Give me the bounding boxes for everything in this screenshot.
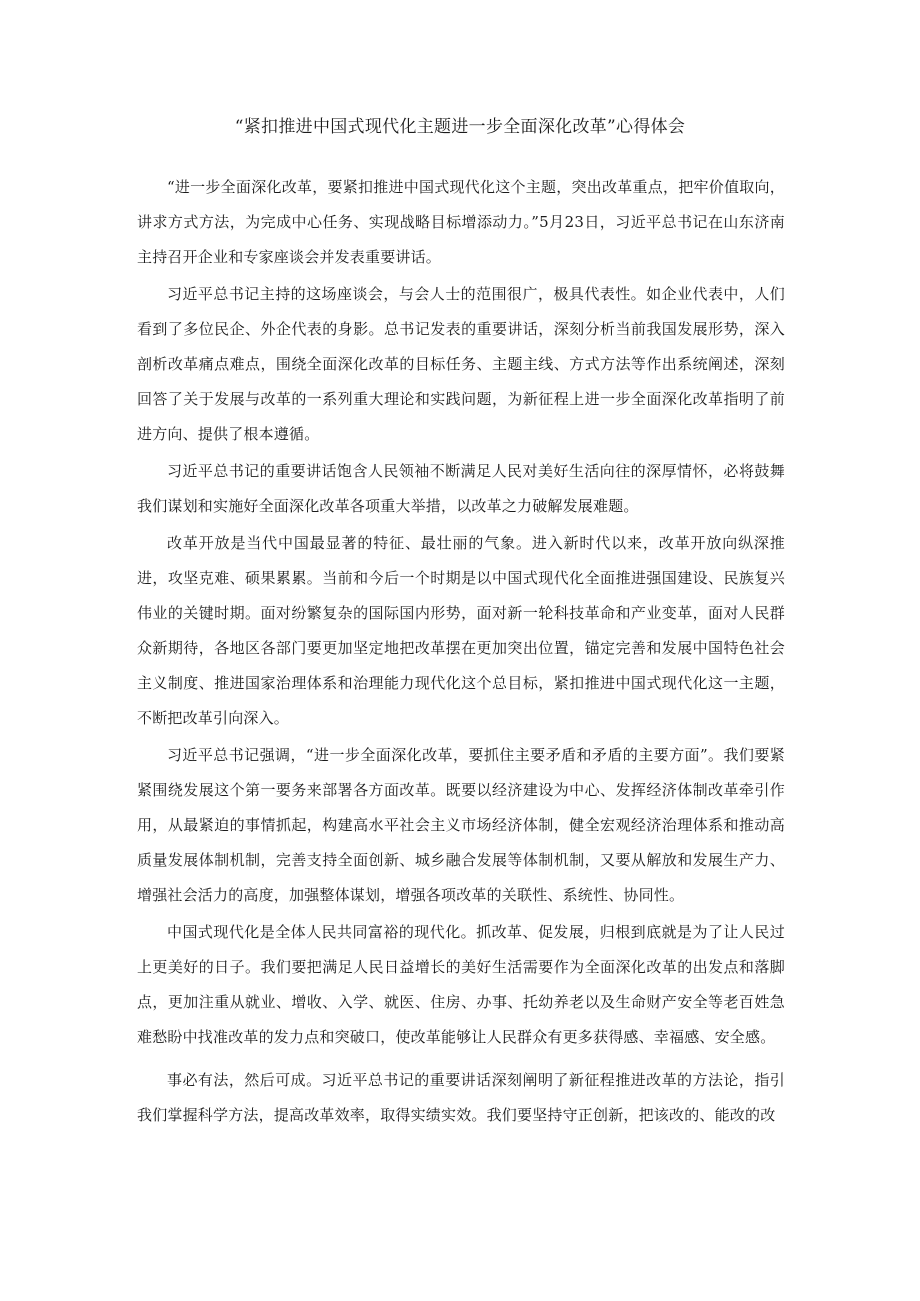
paragraph-7: 事必有法，然后可成。习近平总书记的重要讲话深刻阐明了新征程推进改革的方法论，指引我们掌握科学方法，提高改革效率，取得实绩实效。我们要坚持守正创新，把该改的、能改的改 bbox=[137, 1071, 785, 1124]
paragraph-1: “进一步全面深化改革，要紧扣推进中国式现代化这个主题，突出改革重点，把牢价值取向，讲求方式方法，为完成中心任务、实现战略目标增添动力。”5月23日，习近平总书记在山东济南主持召开企业和专家座谈会并发表重要讲话。 bbox=[137, 178, 785, 266]
paragraph-6: 中国式现代化是全体人民共同富裕的现代化。抓改革、促发展，归根到底就是为了让人民过上更美好的日子。我们要把满足人民日益增长的美好生活需要作为全面深化改革的出发点和落脚点，更加注重从就业、增收、入学、就医、住房、办事、托幼养老以及生命财产安全等老百姓急难愁盼中找准改革的发力点和突破口，使改革能够让人民群众有更多获得感、幸福感、安全感。 bbox=[137, 923, 785, 1046]
paragraph-5: 习近平总书记强调，“进一步全面深化改革，要抓住主要矛盾和矛盾的主要方面”。我们要紧紧围绕发展这个第一要务来部署各方面改革。既要以经济建设为中心、发挥经济体制改革牵引作用，从最紧迫的事情抓起，构建高水平社会主义市场经济体制，健全宏观经济治理体系和推动高质量发展体制机制，完善支持全面创新、城乡融合发展等体制机制，又要从解放和发展生产力、增强社会活力的高度，加强整体谋划，增强各项改革的关联性、系统性、协同性。 bbox=[137, 746, 785, 904]
document-title: “紧扣推进中国式现代化主题进一步全面深化改革”心得体会 bbox=[234, 117, 686, 137]
paragraph-4: 改革开放是当代中国最显著的特征、最壮丽的气象。进入新时代以来，改革开放向纵深推进，攻坚克难、硕果累累。当前和今后一个时期是以中国式现代化全面推进强国建设、民族复兴伟业的关键时期。面对纷繁复杂的国际国内形势，面对新一轮科技革命和产业变革，面对人民群众新期待，各地区各部门要更加坚定地把改革摆在更加突出位置，锚定完善和发展中国特色社会主义制度、推进国家治理体系和治理能力现代化这个总目标，紧扣推进中国式现代化这一主题，不断把改革引向深入。 bbox=[137, 534, 785, 727]
paragraph-2: 习近平总书记主持的这场座谈会，与会人士的范围很广，极具代表性。如企业代表中，人们看到了多位民企、外企代表的身影。总书记发表的重要讲话，深刻分析当前我国发展形势，深入剖析改革痛点难点，围绕全面深化改革的目标任务、主题主线、方式方法等作出系统阐述，深刻回答了关于发展与改革的一系列重大理论和实践问题，为新征程上进一步全面深化改革指明了前进方向、提供了根本遵循。 bbox=[137, 285, 785, 443]
document-body bbox=[137, 170, 785, 1135]
paragraph-3: 习近平总书记的重要讲话饱含人民领袖不断满足人民对美好生活向往的深厚情怀，必将鼓舞我们谋划和实施好全面深化改革各项重大举措，以改革之力破解发展难题。 bbox=[137, 462, 785, 515]
